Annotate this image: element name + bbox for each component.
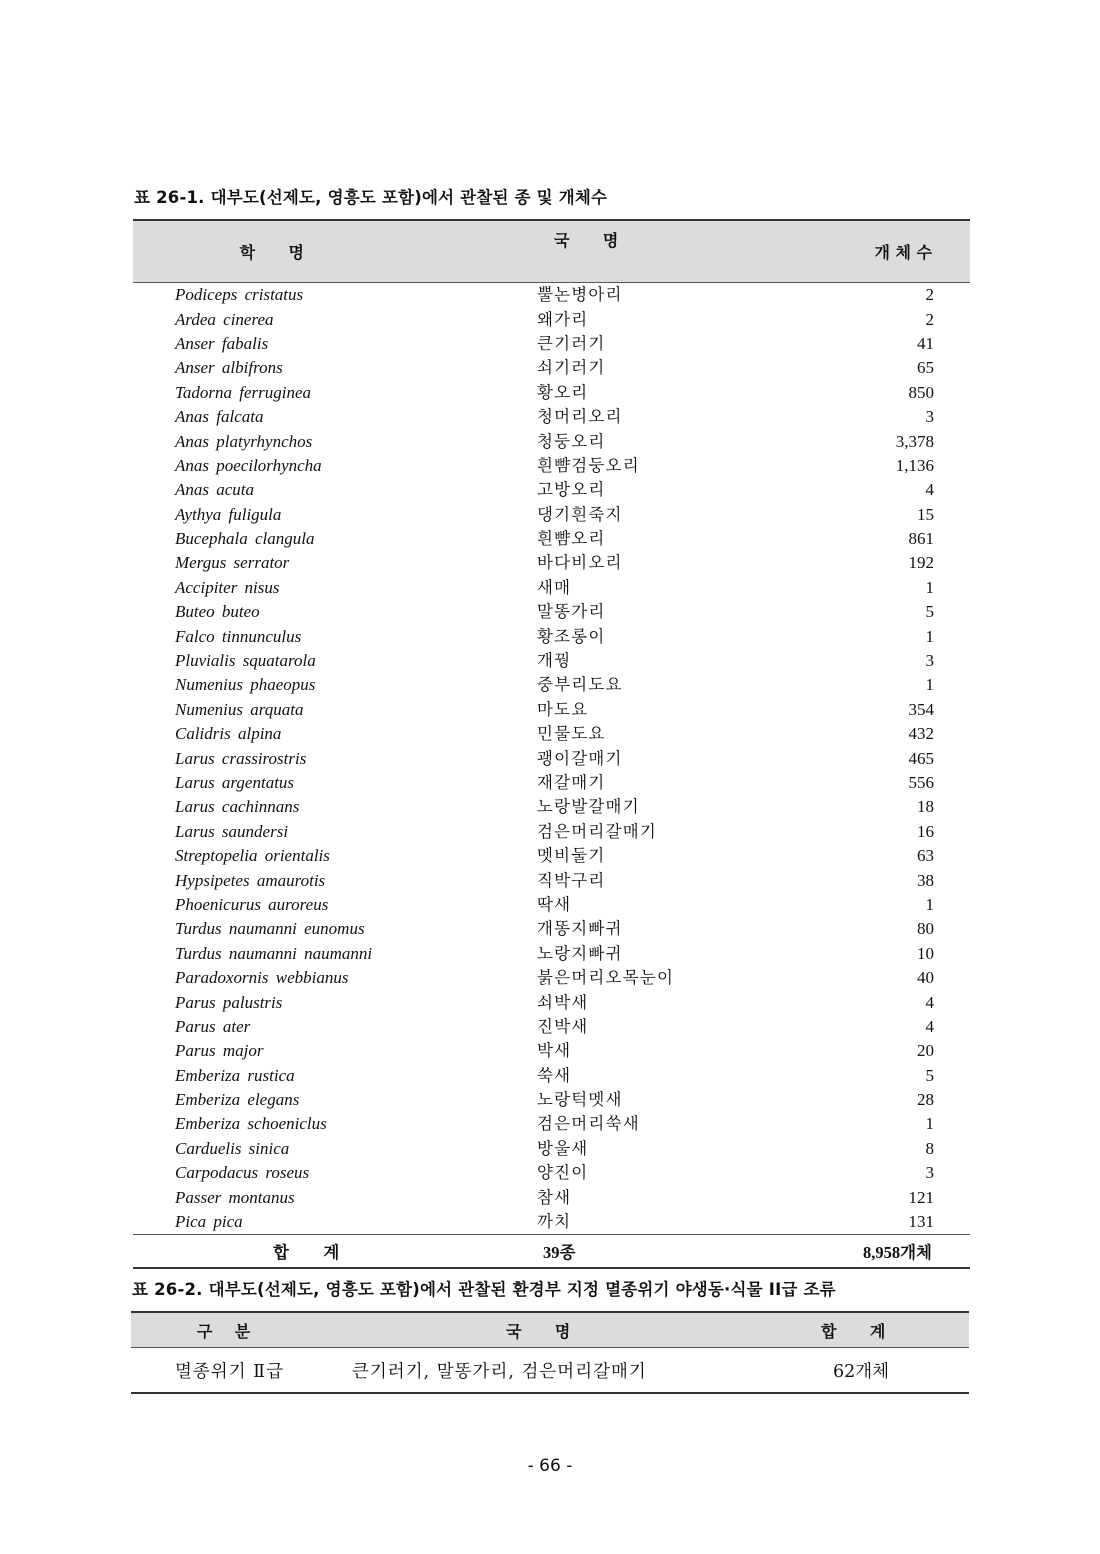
cell-scientific-name: Phoenicurus auroreus <box>175 894 329 914</box>
cell-scientific-name: Carpodacus roseus <box>175 1163 310 1183</box>
header-scientific-name: 학 명 <box>133 220 790 283</box>
cell-korean-name: 딱새 <box>537 894 572 914</box>
table1-caption: 표 26-1. 대부도(선제도, 영흥도 포함)에서 관찰된 종 및 개체수 <box>134 188 608 207</box>
table-row <box>133 454 970 478</box>
table-row <box>133 966 970 990</box>
cell-scientific-name: Pica pica <box>175 1212 243 1232</box>
header-group: 구 분 <box>131 1312 326 1348</box>
table-row <box>133 624 970 648</box>
cell-count: 850 <box>908 382 934 402</box>
cell-count: 354 <box>908 699 934 719</box>
table-row <box>133 1112 970 1136</box>
cell-count: 432 <box>908 724 934 744</box>
table-row <box>133 429 970 453</box>
table-row <box>133 332 970 356</box>
endangered-species-table <box>131 1311 969 1394</box>
cell-korean-name: 진박새 <box>537 1016 589 1036</box>
cell-scientific-name: Anas platyrhynchos <box>175 431 313 451</box>
table2-caption: 표 26-2. 대부도(선제도, 영흥도 포함)에서 관찰된 환경부 지정 멸종위기 야생동·식물 II급 조류 <box>132 1280 836 1299</box>
cell-scientific-name: Calidris alpina <box>175 724 282 744</box>
cell-korean-name: 청둥오리 <box>537 431 606 451</box>
table-row <box>133 307 970 331</box>
cell-scientific-name: Parus palustris <box>175 992 283 1012</box>
table-row <box>133 356 970 380</box>
cell-korean-name: 직박구리 <box>537 870 606 890</box>
header-korean-name: 국 명 <box>554 231 619 250</box>
table-header-row <box>131 1312 969 1348</box>
cell-korean-name: 까치 <box>537 1212 572 1232</box>
cell-scientific-name: Ardea cinerea <box>175 309 274 329</box>
table-row <box>133 820 970 844</box>
table-row <box>133 1185 970 1209</box>
cell-count: 465 <box>908 748 934 768</box>
cell-count: 4 <box>925 1016 934 1036</box>
table-row <box>133 405 970 429</box>
cell-korean-name: 댕기흰죽지 <box>537 504 623 524</box>
table-row <box>133 1088 970 1112</box>
cell-scientific-name: Larus cachinnans <box>175 797 300 817</box>
table-row <box>133 1039 970 1063</box>
cell-scientific-name: Carduelis sinica <box>175 1138 290 1158</box>
table-row <box>133 551 970 575</box>
table-header-row <box>133 220 970 283</box>
species-count-table <box>133 219 970 1269</box>
table-body <box>133 283 970 1235</box>
cell-count: 16 <box>917 821 934 841</box>
cell-count: 63 <box>917 846 934 866</box>
cell-korean-name: 흰뺨오리 <box>537 529 606 549</box>
cell-count: 8 <box>925 1138 934 1158</box>
table-row <box>133 649 970 673</box>
table-row <box>133 503 970 527</box>
cell-count: 2 <box>925 309 934 329</box>
cell-scientific-name: Anser albifrons <box>175 358 283 378</box>
cell-scientific-name: Anas falcata <box>175 407 264 427</box>
cell-korean-name: 말똥가리 <box>537 602 606 622</box>
cell-korean-name: 왜가리 <box>537 309 589 329</box>
cell-scientific-name: Pluvialis squatarola <box>175 651 316 671</box>
header-korean-name: 국 명 <box>326 1312 801 1348</box>
cell-scientific-name: Numenius arquata <box>175 699 304 719</box>
cell-scientific-name: Anas poecilorhyncha <box>175 455 322 475</box>
cell-scientific-name: Anas acuta <box>175 480 255 500</box>
table-row <box>133 1064 970 1088</box>
cell-scientific-name: Emberiza rustica <box>175 1065 295 1085</box>
cell-scientific-name: Larus argentatus <box>175 773 295 792</box>
cell-count: 3 <box>925 407 934 427</box>
table-row <box>133 844 970 868</box>
cell-count: 1 <box>925 894 934 914</box>
table-row <box>133 283 970 308</box>
cell-count: 192 <box>908 553 934 573</box>
cell-korean-name: 큰기러기 <box>537 333 606 353</box>
cell-korean-name: 뿔논병아리 <box>537 285 623 305</box>
table-row <box>133 600 970 624</box>
cell-count: 28 <box>917 1090 934 1110</box>
cell-scientific-name: Aythya fuligula <box>175 504 282 524</box>
cell-total: 62개체 <box>801 1348 969 1394</box>
total-label: 합 계 <box>133 1235 453 1269</box>
table-row <box>133 868 970 892</box>
cell-korean-name: 청머리오리 <box>537 407 623 427</box>
cell-scientific-name: Anser fabalis <box>175 333 269 353</box>
cell-korean-name: 고방오리 <box>537 480 606 500</box>
cell-korean-name: 개꿩 <box>537 651 572 671</box>
cell-korean-name: 노랑턱멧새 <box>537 1090 623 1110</box>
table-row <box>133 698 970 722</box>
header-count: 개 체 수 <box>790 220 970 283</box>
cell-count: 65 <box>917 358 934 378</box>
cell-scientific-name: Passer montanus <box>175 1187 295 1207</box>
cell-scientific-name: Parus major <box>175 1041 264 1061</box>
cell-count: 3,378 <box>895 431 934 451</box>
cell-group: 멸종위기 Ⅱ급 <box>131 1348 326 1394</box>
table-row <box>133 795 970 819</box>
cell-scientific-name: Buteo buteo <box>175 602 260 622</box>
cell-korean-name: 재갈매기 <box>537 773 606 792</box>
cell-count: 15 <box>917 504 934 524</box>
table-row <box>133 942 970 966</box>
cell-korean-name: 쇠박새 <box>537 992 589 1012</box>
cell-count: 1 <box>925 626 934 646</box>
cell-korean-name: 쑥새 <box>537 1065 572 1085</box>
cell-count: 41 <box>917 333 934 353</box>
cell-count: 121 <box>908 1187 934 1207</box>
cell-korean-name: 민물도요 <box>537 724 606 744</box>
cell-scientific-name: Turdus naumanni naumanni <box>175 943 373 963</box>
cell-korean-name: 황조롱이 <box>537 626 606 646</box>
table-row <box>133 381 970 405</box>
table-total-row <box>133 1235 970 1269</box>
cell-korean-name: 참새 <box>537 1187 572 1207</box>
cell-scientific-name: Hypsipetes amaurotis <box>175 870 326 890</box>
table-row <box>133 673 970 697</box>
cell-scientific-name: Streptopelia orientalis <box>175 846 330 866</box>
cell-korean-name: 중부리도요 <box>537 675 623 695</box>
cell-korean-name: 바다비오리 <box>537 553 623 573</box>
cell-count: 4 <box>925 992 934 1012</box>
cell-korean-name: 검은머리갈매기 <box>537 821 657 841</box>
header-total: 합 계 <box>801 1312 969 1348</box>
cell-count: 20 <box>917 1041 934 1061</box>
cell-korean-name: 괭이갈매기 <box>537 748 623 768</box>
cell-count: 1 <box>925 1114 934 1134</box>
cell-count: 80 <box>917 919 934 939</box>
cell-scientific-name: Emberiza schoeniclus <box>175 1114 327 1134</box>
table-row <box>133 527 970 551</box>
cell-korean-name: 붉은머리오목눈이 <box>537 968 675 988</box>
table-row <box>133 771 970 795</box>
cell-korean-name: 검은머리쑥새 <box>537 1114 640 1134</box>
table-row <box>133 893 970 917</box>
table-row <box>133 1137 970 1161</box>
cell-scientific-name: Paradoxornis webbianus <box>175 968 349 988</box>
cell-korean-name: 개똥지빠귀 <box>537 919 623 939</box>
table-row <box>133 917 970 941</box>
cell-count: 38 <box>917 870 934 890</box>
table-row <box>133 722 970 746</box>
cell-scientific-name: Podiceps cristatus <box>175 285 304 305</box>
cell-scientific-name: Parus ater <box>175 1016 251 1036</box>
cell-scientific-name: Accipiter nisus <box>175 577 280 597</box>
table-row <box>133 746 970 770</box>
cell-count: 3 <box>925 651 934 671</box>
cell-scientific-name: Tadorna ferruginea <box>175 382 312 402</box>
cell-korean-name: 흰뺨검둥오리 <box>537 455 640 475</box>
cell-count: 18 <box>917 797 934 817</box>
cell-count: 3 <box>925 1163 934 1183</box>
cell-count: 861 <box>908 529 934 549</box>
cell-count: 40 <box>917 968 934 988</box>
cell-count: 131 <box>908 1212 934 1232</box>
table-row <box>133 576 970 600</box>
table-row <box>131 1348 969 1394</box>
cell-count: 1 <box>925 577 934 597</box>
cell-scientific-name: Mergus serrator <box>175 553 290 573</box>
cell-count: 2 <box>925 285 934 305</box>
cell-count: 1 <box>925 675 934 695</box>
cell-korean-name: 멧비둘기 <box>537 846 606 866</box>
cell-korean-name: 새매 <box>537 577 572 597</box>
total-count: 8,958개체 <box>790 1235 970 1269</box>
cell-korean-name: 노랑지빠귀 <box>537 943 623 963</box>
cell-korean-names: 큰기러기, 말똥가리, 검은머리갈매기 <box>326 1348 801 1394</box>
cell-scientific-name: Falco tinnunculus <box>175 626 302 646</box>
table-row <box>133 478 970 502</box>
cell-scientific-name: Bucephala clangula <box>175 529 315 549</box>
cell-scientific-name: Numenius phaeopus <box>175 675 316 695</box>
cell-count: 5 <box>925 602 934 622</box>
cell-count: 5 <box>925 1065 934 1085</box>
cell-count: 4 <box>925 480 934 500</box>
cell-korean-name: 양진이 <box>537 1163 589 1183</box>
total-species: 39종 <box>453 1235 790 1269</box>
cell-korean-name: 박새 <box>537 1041 572 1061</box>
cell-korean-name: 황오리 <box>537 382 589 402</box>
cell-count: 10 <box>917 943 934 963</box>
cell-korean-name: 쇠기러기 <box>537 358 606 378</box>
table-row <box>133 990 970 1014</box>
table-row <box>133 1015 970 1039</box>
cell-korean-name: 노랑발갈매기 <box>537 797 640 817</box>
cell-scientific-name: Larus crassirostris <box>175 748 307 768</box>
table-row <box>133 1161 970 1185</box>
cell-scientific-name: Larus saundersi <box>175 821 289 841</box>
cell-scientific-name: Emberiza elegans <box>175 1090 300 1110</box>
cell-count: 556 <box>908 773 934 792</box>
cell-korean-name: 마도요 <box>537 699 589 719</box>
table-row <box>133 1210 970 1235</box>
cell-count: 1,136 <box>895 455 934 475</box>
page-number: - 66 - <box>527 1456 573 1476</box>
cell-scientific-name: Turdus naumanni eunomus <box>175 919 365 939</box>
cell-korean-name: 방울새 <box>537 1138 589 1158</box>
